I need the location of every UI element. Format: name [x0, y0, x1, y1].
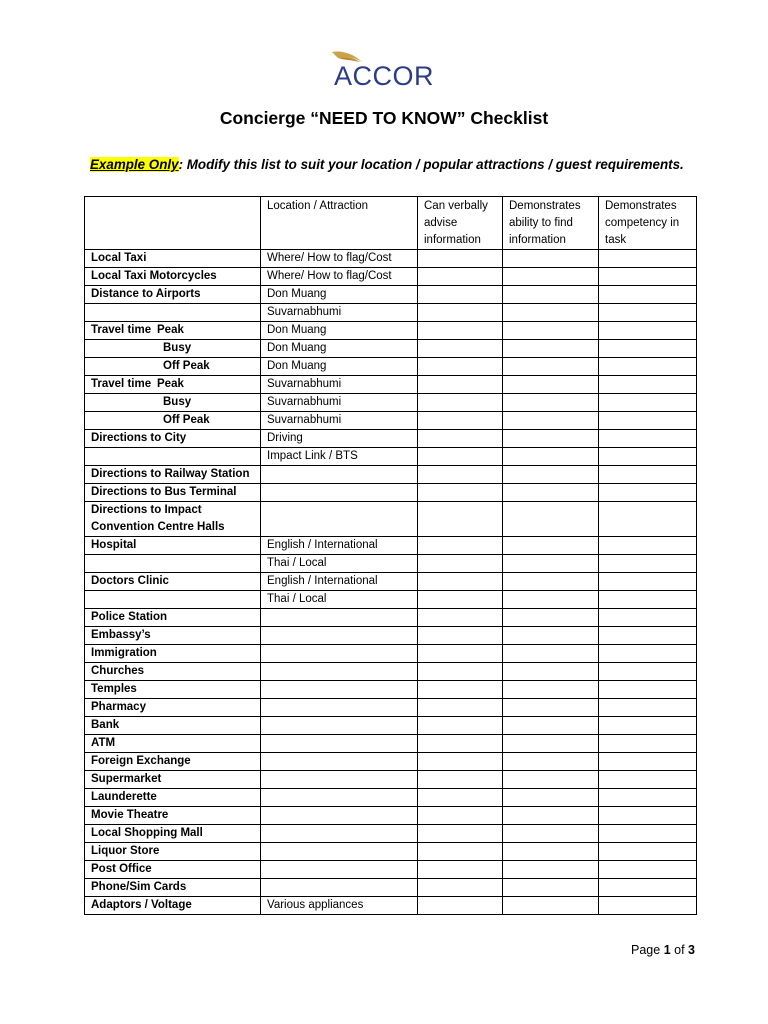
find-info-cell[interactable]: [503, 735, 599, 753]
competency-cell[interactable]: [599, 609, 697, 627]
find-info-cell[interactable]: [503, 322, 599, 340]
item-cell: [85, 645, 261, 663]
location-cell: [261, 717, 418, 735]
competency-cell[interactable]: [599, 843, 697, 861]
competency-cell[interactable]: [599, 358, 697, 376]
location-cell: [261, 771, 418, 789]
location-cell: Don Muang: [261, 286, 418, 304]
item-cell: [85, 897, 261, 915]
item-label: Pharmacy: [91, 701, 146, 713]
find-info-cell[interactable]: [503, 771, 599, 789]
column-header: Demonstrates ability to find information: [503, 197, 599, 250]
location-cell: [261, 735, 418, 753]
item-label: ATM: [91, 737, 116, 749]
item-label: Embassy’s: [91, 629, 151, 641]
verbal-advise-cell[interactable]: [418, 502, 503, 537]
table-row: [85, 879, 697, 897]
find-info-cell[interactable]: [503, 825, 599, 843]
find-info-cell[interactable]: [503, 807, 599, 825]
item-cell: [85, 376, 261, 394]
location-cell: [261, 502, 418, 537]
column-header: Can verbally advise information: [418, 197, 503, 250]
competency-cell[interactable]: [599, 591, 697, 609]
item-label: Local Taxi: [91, 252, 147, 264]
location-cell: [261, 681, 418, 699]
item-label: Adaptors / Voltage: [91, 899, 192, 911]
verbal-advise-cell[interactable]: [418, 430, 503, 448]
find-info-cell[interactable]: [503, 699, 599, 717]
item-label: Hospital: [91, 539, 137, 551]
find-info-cell[interactable]: [503, 789, 599, 807]
location-cell: [261, 861, 418, 879]
competency-cell[interactable]: [599, 627, 697, 645]
page-of-label: of: [674, 943, 685, 957]
item-cell: [85, 466, 261, 484]
table-row: [85, 340, 697, 358]
location-cell: [261, 699, 418, 717]
competency-cell[interactable]: [599, 537, 697, 555]
verbal-advise-cell[interactable]: [418, 663, 503, 681]
location-cell: Various appliances: [261, 897, 418, 915]
table-row: [85, 735, 697, 753]
location-cell: [261, 645, 418, 663]
verbal-advise-cell[interactable]: [418, 322, 503, 340]
competency-cell[interactable]: [599, 448, 697, 466]
table-row: [85, 645, 697, 663]
verbal-advise-cell[interactable]: [418, 555, 503, 573]
table-row: [85, 591, 697, 609]
verbal-advise-cell[interactable]: [418, 825, 503, 843]
location-cell: Suvarnabhumi: [261, 376, 418, 394]
verbal-advise-cell[interactable]: [418, 609, 503, 627]
find-info-cell[interactable]: [503, 555, 599, 573]
table-row: [85, 681, 697, 699]
verbal-advise-cell[interactable]: [418, 394, 503, 412]
location-cell: Thai / Local: [261, 555, 418, 573]
table-row: [85, 250, 697, 268]
location-cell: English / International: [261, 573, 418, 591]
item-label: Off Peak: [163, 360, 210, 372]
competency-cell[interactable]: [599, 717, 697, 735]
item-cell: [85, 555, 261, 573]
item-cell: [85, 430, 261, 448]
competency-cell[interactable]: [599, 735, 697, 753]
table-row: [85, 861, 697, 879]
competency-cell[interactable]: [599, 430, 697, 448]
logo-text: ACCOR: [334, 61, 435, 91]
item-label: Foreign Exchange: [91, 755, 191, 767]
item-label: Directions to Bus Terminal: [91, 486, 237, 498]
find-info-cell[interactable]: [503, 412, 599, 430]
verbal-advise-cell[interactable]: [418, 376, 503, 394]
verbal-advise-cell[interactable]: [418, 466, 503, 484]
verbal-advise-cell[interactable]: [418, 843, 503, 861]
page-current: 1: [663, 943, 671, 957]
example-only-label: Example Only: [90, 157, 179, 172]
item-label: Temples: [91, 683, 137, 695]
competency-cell[interactable]: [599, 555, 697, 573]
competency-cell[interactable]: [599, 825, 697, 843]
item-cell: [85, 322, 261, 340]
competency-cell[interactable]: [599, 753, 697, 771]
location-cell: [261, 789, 418, 807]
competency-cell[interactable]: [599, 789, 697, 807]
item-cell: [85, 573, 261, 591]
item-cell: [85, 735, 261, 753]
item-cell: [85, 807, 261, 825]
verbal-advise-cell[interactable]: [418, 573, 503, 591]
location-cell: Suvarnabhumi: [261, 394, 418, 412]
competency-cell[interactable]: [599, 861, 697, 879]
item-cell: [85, 717, 261, 735]
competency-cell[interactable]: [599, 573, 697, 591]
competency-cell[interactable]: [599, 394, 697, 412]
location-cell: English / International: [261, 537, 418, 555]
item-label: Immigration: [91, 647, 157, 659]
item-cell: [85, 591, 261, 609]
instructions-text: : Modify this list to suit your location / popular attractions / guest requirements.: [178, 157, 684, 172]
item-cell: [85, 663, 261, 681]
location-cell: [261, 484, 418, 502]
verbal-advise-cell[interactable]: [418, 591, 503, 609]
table-row: [85, 897, 697, 915]
table-row: [85, 573, 697, 591]
item-cell: [85, 304, 261, 322]
table-row: [85, 466, 697, 484]
item-cell: [85, 340, 261, 358]
competency-cell[interactable]: [599, 663, 697, 681]
table-row: [85, 555, 697, 573]
item-cell: [85, 394, 261, 412]
competency-cell[interactable]: [599, 466, 697, 484]
item-label: Travel time Peak: [91, 378, 184, 390]
item-label: Supermarket: [91, 773, 162, 785]
competency-cell[interactable]: [599, 484, 697, 502]
location-cell: Suvarnabhumi: [261, 412, 418, 430]
page-number: [631, 943, 695, 957]
competency-cell[interactable]: [599, 412, 697, 430]
find-info-cell[interactable]: [503, 268, 599, 286]
item-cell: [85, 412, 261, 430]
table-row: [85, 448, 697, 466]
table-row: [85, 502, 697, 537]
item-label: Doctors Clinic: [91, 575, 169, 587]
location-cell: Suvarnabhumi: [261, 304, 418, 322]
find-info-cell[interactable]: [503, 879, 599, 897]
table-row: [85, 717, 697, 735]
competency-cell[interactable]: [599, 502, 697, 537]
item-label: Directions to City: [91, 432, 187, 444]
item-label: Post Office: [91, 863, 152, 875]
location-cell: [261, 879, 418, 897]
find-info-cell[interactable]: [503, 448, 599, 466]
table-row: [85, 771, 697, 789]
table-row: [85, 376, 697, 394]
verbal-advise-cell[interactable]: [418, 304, 503, 322]
item-label: Local Shopping Mall: [91, 827, 203, 839]
table-row: [85, 699, 697, 717]
verbal-advise-cell[interactable]: [418, 286, 503, 304]
item-cell: [85, 825, 261, 843]
competency-cell[interactable]: [599, 681, 697, 699]
verbal-advise-cell[interactable]: [418, 448, 503, 466]
table-row: [85, 753, 697, 771]
item-label: Bank: [91, 719, 120, 731]
competency-cell[interactable]: [599, 645, 697, 663]
location-cell: [261, 627, 418, 645]
find-info-cell[interactable]: [503, 376, 599, 394]
find-info-cell[interactable]: [503, 304, 599, 322]
table-row: [85, 286, 697, 304]
competency-cell[interactable]: [599, 268, 697, 286]
competency-cell[interactable]: [599, 699, 697, 717]
competency-cell[interactable]: [599, 376, 697, 394]
verbal-advise-cell[interactable]: [418, 879, 503, 897]
find-info-cell[interactable]: [503, 394, 599, 412]
find-info-cell[interactable]: [503, 573, 599, 591]
item-cell: [85, 753, 261, 771]
item-label: Off Peak: [163, 414, 210, 426]
location-cell: [261, 843, 418, 861]
find-info-cell[interactable]: [503, 717, 599, 735]
location-cell: Driving: [261, 430, 418, 448]
verbal-advise-cell[interactable]: [418, 645, 503, 663]
table-row: [85, 322, 697, 340]
find-info-cell[interactable]: [503, 250, 599, 268]
find-info-cell[interactable]: [503, 645, 599, 663]
item-label: Police Station: [91, 611, 168, 623]
table-row: [85, 412, 697, 430]
location-cell: [261, 807, 418, 825]
location-cell: [261, 753, 418, 771]
location-cell: Don Muang: [261, 340, 418, 358]
instructions-line: [90, 157, 684, 172]
find-info-cell[interactable]: [503, 897, 599, 915]
page-total: 3: [688, 943, 695, 957]
verbal-advise-cell[interactable]: [418, 681, 503, 699]
item-cell: [85, 681, 261, 699]
item-cell: [85, 358, 261, 376]
item-cell: [85, 861, 261, 879]
item-label: Distance to Airports: [91, 288, 201, 300]
competency-cell[interactable]: [599, 879, 697, 897]
table-row: [85, 609, 697, 627]
table-row: [85, 430, 697, 448]
location-cell: Don Muang: [261, 322, 418, 340]
location-cell: Where/ How to flag/Cost: [261, 268, 418, 286]
item-cell: [85, 843, 261, 861]
find-info-cell[interactable]: [503, 358, 599, 376]
find-info-cell[interactable]: [503, 286, 599, 304]
competency-cell[interactable]: [599, 322, 697, 340]
accor-logo: [328, 48, 462, 92]
verbal-advise-cell[interactable]: [418, 735, 503, 753]
item-cell: [85, 879, 261, 897]
item-cell: [85, 609, 261, 627]
competency-cell[interactable]: [599, 304, 697, 322]
table-row: [85, 304, 697, 322]
table-row: [85, 627, 697, 645]
verbal-advise-cell[interactable]: [418, 717, 503, 735]
table-row: [85, 807, 697, 825]
verbal-advise-cell[interactable]: [418, 358, 503, 376]
find-info-cell[interactable]: [503, 627, 599, 645]
item-cell: [85, 627, 261, 645]
find-info-cell[interactable]: [503, 430, 599, 448]
competency-cell[interactable]: [599, 807, 697, 825]
table-header-row: [85, 197, 697, 250]
verbal-advise-cell[interactable]: [418, 861, 503, 879]
location-cell: Where/ How to flag/Cost: [261, 250, 418, 268]
verbal-advise-cell[interactable]: [418, 699, 503, 717]
find-info-cell[interactable]: [503, 609, 599, 627]
item-label: Travel time Peak: [91, 324, 184, 336]
location-cell: [261, 663, 418, 681]
item-cell: [85, 771, 261, 789]
item-cell: [85, 699, 261, 717]
item-label: Launderette: [91, 791, 157, 803]
item-cell: [85, 537, 261, 555]
competency-cell[interactable]: [599, 340, 697, 358]
item-cell: [85, 789, 261, 807]
checklist-table: [84, 196, 697, 915]
find-info-cell[interactable]: [503, 843, 599, 861]
find-info-cell[interactable]: [503, 753, 599, 771]
verbal-advise-cell[interactable]: [418, 268, 503, 286]
column-header: Location / Attraction: [261, 197, 418, 250]
verbal-advise-cell[interactable]: [418, 340, 503, 358]
find-info-cell[interactable]: [503, 502, 599, 537]
find-info-cell[interactable]: [503, 466, 599, 484]
verbal-advise-cell[interactable]: [418, 627, 503, 645]
item-label: Churches: [91, 665, 145, 677]
table-row: [85, 484, 697, 502]
page-title: Concierge “NEED TO KNOW” Checklist: [219, 108, 549, 128]
item-label: Directions to Impact Convention Centre Halls: [91, 504, 225, 533]
item-label: Movie Theatre: [91, 809, 169, 821]
item-cell: [85, 286, 261, 304]
item-label: Phone/Sim Cards: [91, 881, 187, 893]
find-info-cell[interactable]: [503, 681, 599, 699]
find-info-cell[interactable]: [503, 537, 599, 555]
table-row: [85, 268, 697, 286]
find-info-cell[interactable]: [503, 340, 599, 358]
verbal-advise-cell[interactable]: [418, 537, 503, 555]
find-info-cell[interactable]: [503, 591, 599, 609]
location-cell: [261, 466, 418, 484]
table-row: [85, 825, 697, 843]
item-cell: [85, 448, 261, 466]
page-label: Page: [631, 943, 661, 957]
column-header: Demonstrates competency in task: [599, 197, 697, 250]
item-label: Liquor Store: [91, 845, 160, 857]
verbal-advise-cell[interactable]: [418, 789, 503, 807]
item-label: Directions to Railway Station: [91, 468, 250, 480]
table-row: [85, 663, 697, 681]
item-cell: [85, 250, 261, 268]
verbal-advise-cell[interactable]: [418, 753, 503, 771]
competency-cell[interactable]: [599, 286, 697, 304]
competency-cell[interactable]: [599, 897, 697, 915]
table-row: [85, 789, 697, 807]
find-info-cell[interactable]: [503, 663, 599, 681]
column-header: [85, 197, 261, 250]
verbal-advise-cell[interactable]: [418, 484, 503, 502]
table-row: [85, 843, 697, 861]
verbal-advise-cell[interactable]: [418, 897, 503, 915]
item-label: Local Taxi Motorcycles: [91, 270, 217, 282]
table-row: [85, 537, 697, 555]
location-cell: Impact Link / BTS: [261, 448, 418, 466]
item-cell: [85, 502, 261, 537]
location-cell: Thai / Local: [261, 591, 418, 609]
location-cell: Don Muang: [261, 358, 418, 376]
location-cell: [261, 825, 418, 843]
item-label: Busy: [163, 342, 192, 354]
verbal-advise-cell[interactable]: [418, 807, 503, 825]
table-row: [85, 358, 697, 376]
location-cell: [261, 609, 418, 627]
item-cell: [85, 484, 261, 502]
verbal-advise-cell[interactable]: [418, 771, 503, 789]
verbal-advise-cell[interactable]: [418, 250, 503, 268]
table-row: [85, 394, 697, 412]
item-label: Busy: [163, 396, 192, 408]
find-info-cell[interactable]: [503, 861, 599, 879]
find-info-cell[interactable]: [503, 484, 599, 502]
verbal-advise-cell[interactable]: [418, 412, 503, 430]
competency-cell[interactable]: [599, 771, 697, 789]
competency-cell[interactable]: [599, 250, 697, 268]
item-cell: [85, 268, 261, 286]
